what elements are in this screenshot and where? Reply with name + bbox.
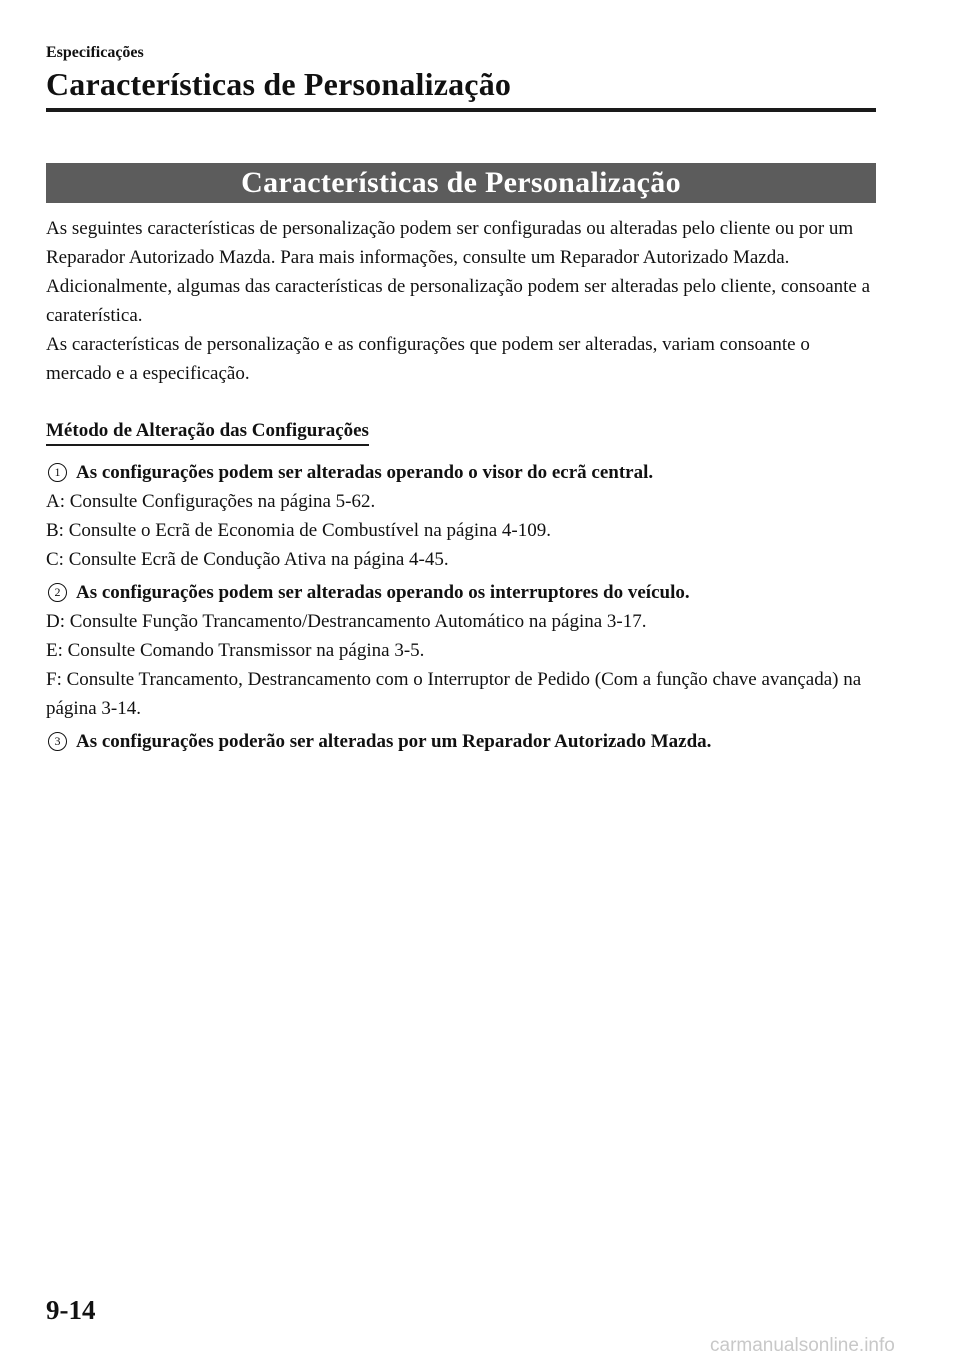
- method-group: [46, 578, 876, 723]
- group-heading: [46, 458, 876, 487]
- group-heading-text: As configurações podem ser alteradas operando o visor do ecrã central.: [76, 462, 654, 483]
- reference-item: E: Consulte Comando Transmissor na página 3-5.: [46, 640, 425, 661]
- circled-number-icon: 1: [48, 463, 67, 482]
- chapter-label: Especificações: [46, 44, 144, 61]
- circled-number-icon: 2: [48, 583, 67, 602]
- method-heading: [46, 416, 369, 445]
- group-heading-text: As configurações poderão ser alteradas por um Reparador Autorizado Mazda.: [76, 731, 712, 752]
- group-heading: [46, 578, 876, 607]
- intro-paragraph: As características de personalização e as configurações que podem ser alteradas, variam consoante o mercado e a especificação.: [46, 334, 810, 384]
- method-group: [46, 458, 876, 574]
- method-groups: [46, 458, 876, 756]
- circled-number-icon: 3: [48, 732, 67, 751]
- reference-item: B: Consulte o Ecrã de Economia de Combustível na página 4-109.: [46, 520, 551, 541]
- reference-item: C: Consulte Ecrã de Condução Ativa na página 4-45.: [46, 549, 449, 570]
- method-group: [46, 727, 876, 756]
- intro-paragraph: Adicionalmente, algumas das características de personalização podem ser alteradas pelo cliente, consoante a caraterística.: [46, 276, 871, 326]
- section-title-banner: Características de Personalização: [46, 163, 876, 203]
- intro-text: [46, 214, 876, 388]
- reference-item: D: Consulte Função Trancamento/Destrancamento Automático na página 3-17.: [46, 611, 647, 632]
- method-heading-underline: [46, 444, 369, 446]
- page-number: 9-14: [46, 1295, 96, 1325]
- intro-paragraph: As seguintes características de personalização podem ser configuradas ou alteradas pelo cliente ou por um Reparador Autorizado Mazda. Para mais informações, consulte um Reparador Autorizado Mazda.: [46, 218, 854, 268]
- group-heading-text: As configurações podem ser alteradas operando os interruptores do veículo.: [76, 582, 690, 603]
- reference-item: F: Consulte Trancamento, Destrancamento com o Interruptor de Pedido (Com a função chave avançada) na página 3-14.: [46, 669, 862, 719]
- group-heading: [46, 727, 876, 756]
- watermark-text: carmanualsonline.info: [710, 1335, 895, 1356]
- page-header-title: Características de Personalização: [46, 66, 512, 102]
- header-divider: [46, 108, 876, 112]
- method-heading-text: Método de Alteração das Configurações: [46, 420, 369, 441]
- reference-item: A: Consulte Configurações na página 5-62.: [46, 491, 376, 512]
